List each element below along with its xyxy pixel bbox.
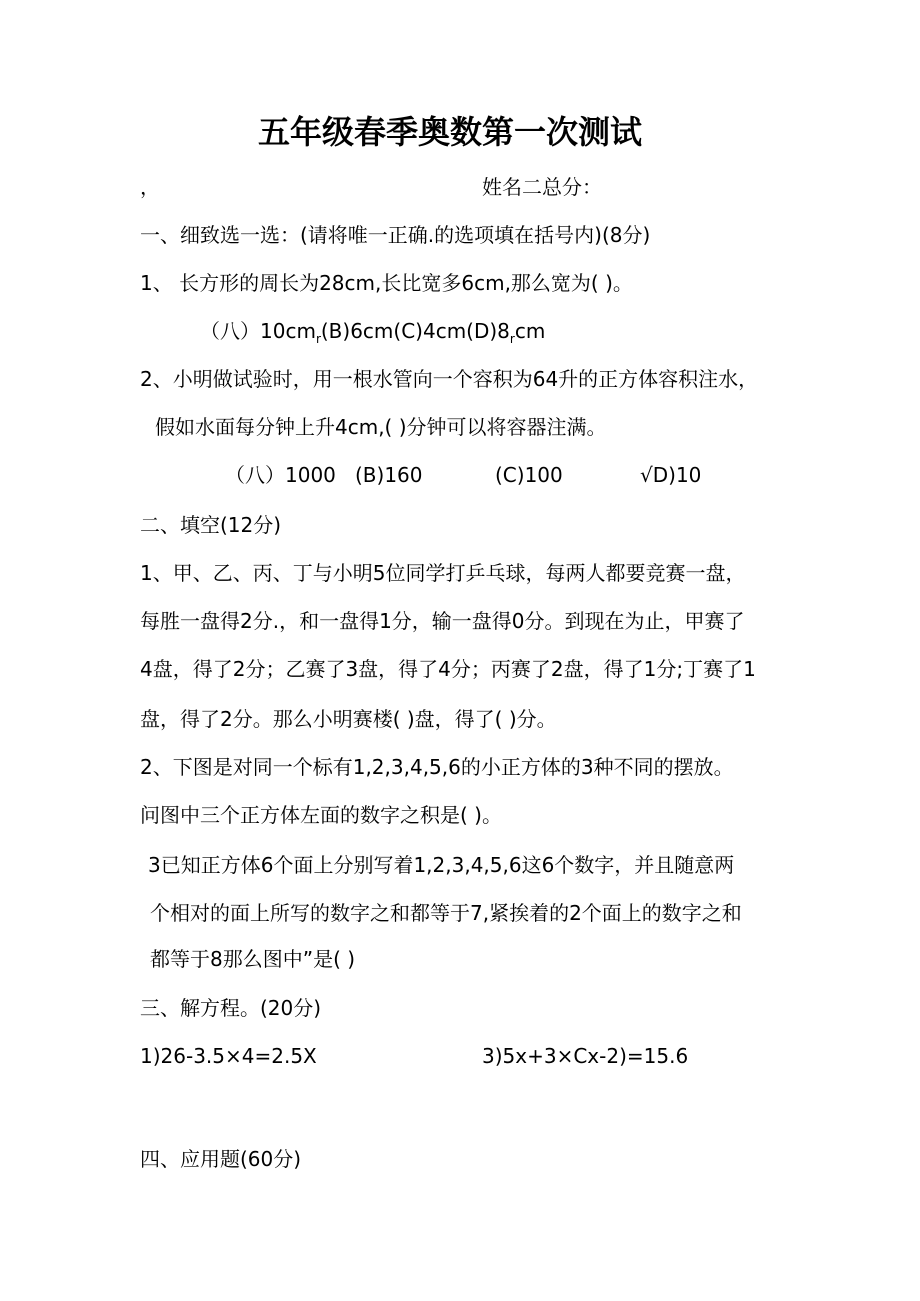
s2-q3-line: 3已知正方体6个面上分别写着1,2,3,4,5,6这6个数字，并且随意两 — [148, 853, 735, 877]
s2-q2-line: 问图中三个正方体左面的数字之积是( )。 — [140, 803, 502, 827]
s2-q2-line: 2、下图是对同一个标有1,2,3,4,5,6的小正方体的3种不同的摆放。 — [140, 755, 734, 779]
section4-heading: 四、应用题(60分) — [140, 1147, 302, 1171]
s1-q1-option-a: （八）10cm — [200, 319, 316, 343]
s2-q1-line: 4盘，得了2分；乙赛了3盘，得了4分；丙赛了2盘，得了1分;丁赛了1 — [140, 657, 756, 681]
s1-q1-options — [200, 318, 545, 347]
s1-q1-option-d-sub: r — [509, 332, 515, 346]
section3-heading: 三、解方程。(20分) — [140, 996, 322, 1020]
name-total-label: 姓名二总分： — [482, 175, 602, 199]
s1-q2-line2: 假如水面每分钟上升4cm,( )分钟可以将容器注满。 — [155, 415, 607, 439]
s1-q1-options-suffix: cm — [514, 319, 546, 343]
s1-q1-option-a-sub: r — [315, 332, 321, 346]
s3-equation-3: 3)5x+3×Cx-2)=15.6 — [482, 1044, 689, 1068]
header-comma: ， — [140, 175, 160, 199]
s2-q3-line: 都等于8那么图中”是( ) — [150, 947, 356, 971]
s1-q2-option-c: (C)100 — [495, 463, 563, 487]
s2-q3-line: 个相对的面上所写的数字之和都等于7,紧挨着的2个面上的数字之和 — [150, 901, 742, 925]
s2-q1-line: 每胜一盘得2分.，和一盘得1分，输一盘得0分。到现在为止，甲赛了 — [140, 609, 745, 633]
s1-q2-option-a: （八）1000 — [225, 463, 336, 487]
s1-q1-options-middle: (B)6cm(C)4cm(D)8 — [320, 319, 510, 343]
page-title: 五年级春季奥数第一次测试 — [258, 113, 643, 151]
s2-q1-line: 1、甲、乙、丙、丁与小明5位同学打乒乓球，每两人都要竞赛一盘， — [140, 561, 746, 585]
s1-q2-option-d: √D)10 — [640, 463, 702, 487]
section1-heading: 一、细致选一选：(请将唯一正确.的选项填在括号内)(8分) — [140, 223, 651, 247]
s1-q2-option-b: (B)160 — [355, 463, 423, 487]
s2-q1-line: 盘，得了2分。那么小明赛楼( )盘，得了( )分。 — [140, 707, 557, 731]
s1-q1-text: 1、 长方形的周长为28cm,长比宽多6cm,那么宽为( )。 — [140, 271, 633, 295]
s3-equation-1: 1)26-3.5×4=2.5X — [140, 1044, 317, 1068]
s1-q2-line1: 2、小明做试验时，用一根水管向一个容积为64升的正方体容积注水， — [140, 367, 759, 391]
section2-heading: 二、填空(12分) — [140, 513, 282, 537]
